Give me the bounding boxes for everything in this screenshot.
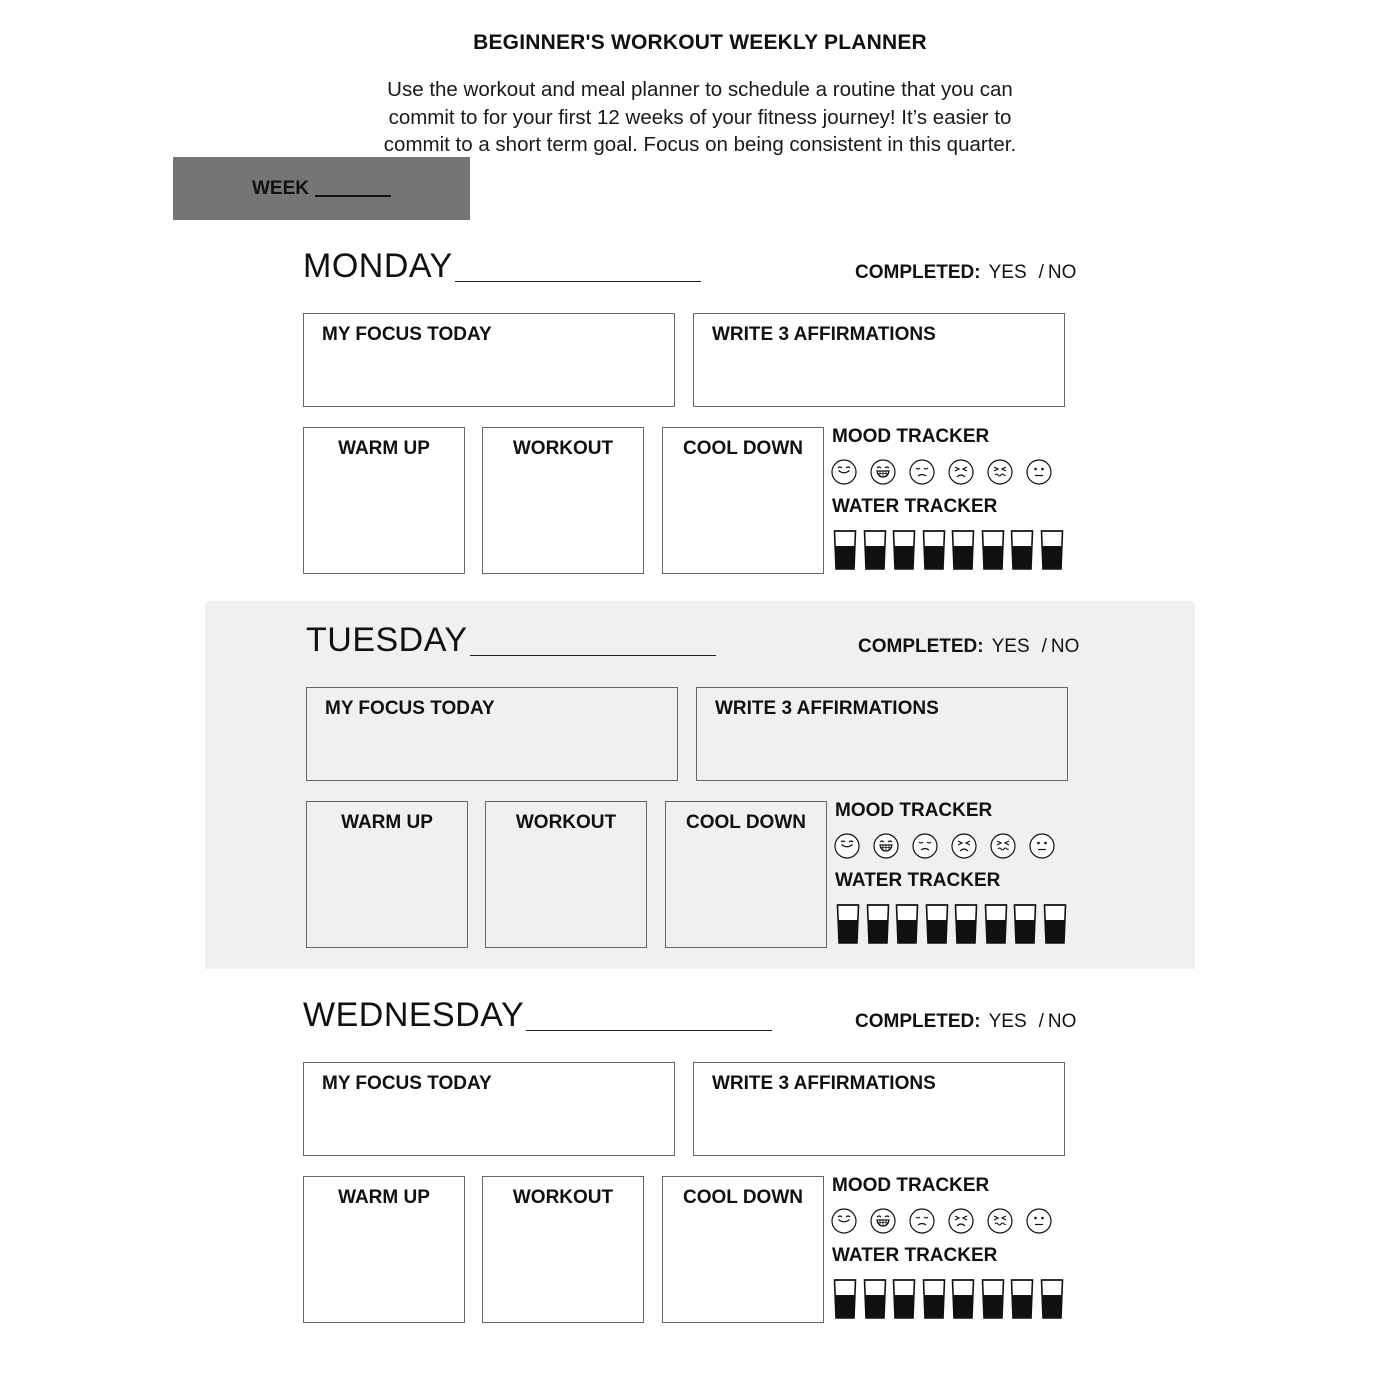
- slash-separator: /: [1041, 636, 1047, 657]
- cool-down-box[interactable]: [665, 801, 827, 948]
- affirmations-label: WRITE 3 AFFIRMATIONS: [712, 324, 936, 345]
- water-glass-icon[interactable]: [892, 1278, 916, 1320]
- warm-up-label: WARM UP: [341, 812, 433, 833]
- slash-separator: /: [1038, 1011, 1044, 1032]
- grinning-face-icon[interactable]: [873, 833, 899, 859]
- water-glass-icon[interactable]: [866, 903, 890, 945]
- frowning-face-icon[interactable]: [948, 1208, 974, 1234]
- smiling-face-icon[interactable]: [834, 833, 860, 859]
- day-heading: [306, 620, 716, 660]
- focus-box[interactable]: [306, 687, 678, 781]
- affirmations-label: WRITE 3 AFFIRMATIONS: [712, 1073, 936, 1094]
- neutral-face-icon[interactable]: [1026, 459, 1052, 485]
- completed-row: [858, 636, 1079, 658]
- cool-down-label: COOL DOWN: [683, 438, 803, 459]
- water-glass-icon[interactable]: [1043, 903, 1067, 945]
- day-heading: [303, 246, 701, 286]
- day-name: MONDAY: [303, 247, 453, 285]
- water-glass-icon[interactable]: [833, 1278, 857, 1320]
- water-glass-icon[interactable]: [863, 529, 887, 571]
- completed-no-option[interactable]: NO: [1047, 262, 1077, 283]
- workout-box[interactable]: [485, 801, 647, 948]
- water-glass-icon[interactable]: [1013, 903, 1037, 945]
- water-glass-icon[interactable]: [951, 529, 975, 571]
- completed-row: [855, 1011, 1076, 1033]
- cool-down-label: COOL DOWN: [683, 1187, 803, 1208]
- week-box: [173, 157, 470, 220]
- cool-down-box[interactable]: [662, 1176, 824, 1323]
- warm-up-box[interactable]: [303, 427, 465, 574]
- mood-tracker-label: MOOD TRACKER: [832, 1175, 990, 1196]
- completed-label: COMPLETED:: [858, 636, 984, 657]
- week-label: WEEK: [252, 177, 309, 199]
- day-heading: [303, 995, 772, 1035]
- date-blank-line[interactable]: [526, 1030, 772, 1031]
- water-glass-icon[interactable]: [951, 1278, 975, 1320]
- relieved-face-icon[interactable]: [909, 1208, 935, 1234]
- squinting-face-icon[interactable]: [987, 459, 1013, 485]
- water-glass-icon[interactable]: [895, 903, 919, 945]
- workout-label: WORKOUT: [512, 438, 614, 459]
- mood-tracker-label: MOOD TRACKER: [835, 800, 993, 821]
- completed-no-option[interactable]: NO: [1050, 636, 1080, 657]
- workout-box[interactable]: [482, 1176, 644, 1323]
- completed-label: COMPLETED:: [855, 262, 981, 283]
- squinting-face-icon[interactable]: [987, 1208, 1013, 1234]
- day-section-monday: [303, 246, 1103, 586]
- water-glass-icon[interactable]: [922, 1278, 946, 1320]
- water-glass-icon[interactable]: [836, 903, 860, 945]
- water-glass-icon[interactable]: [922, 529, 946, 571]
- water-glass-icon[interactable]: [981, 1278, 1005, 1320]
- focus-label: MY FOCUS TODAY: [325, 698, 495, 719]
- day-section-wednesday: [303, 995, 1103, 1335]
- completed-yes-option[interactable]: YES: [988, 1011, 1027, 1032]
- cool-down-box[interactable]: [662, 427, 824, 574]
- water-tracker: [836, 903, 1067, 945]
- relieved-face-icon[interactable]: [912, 833, 938, 859]
- workout-label: WORKOUT: [515, 812, 617, 833]
- smiling-face-icon[interactable]: [831, 1208, 857, 1234]
- water-tracker-label: WATER TRACKER: [832, 496, 998, 517]
- completed-label: COMPLETED:: [855, 1011, 981, 1032]
- mood-tracker: [834, 833, 1055, 859]
- date-blank-line[interactable]: [455, 281, 701, 282]
- water-tracker-label: WATER TRACKER: [832, 1245, 998, 1266]
- water-tracker: [833, 529, 1064, 571]
- mood-tracker-label: MOOD TRACKER: [832, 426, 990, 447]
- week-number-blank[interactable]: [315, 181, 391, 197]
- water-glass-icon[interactable]: [1040, 529, 1064, 571]
- grinning-face-icon[interactable]: [870, 459, 896, 485]
- focus-box[interactable]: [303, 313, 675, 407]
- day-name: TUESDAY: [306, 621, 468, 659]
- neutral-face-icon[interactable]: [1029, 833, 1055, 859]
- smiling-face-icon[interactable]: [831, 459, 857, 485]
- water-glass-icon[interactable]: [984, 903, 1008, 945]
- affirmations-box[interactable]: [693, 313, 1065, 407]
- frowning-face-icon[interactable]: [951, 833, 977, 859]
- relieved-face-icon[interactable]: [909, 459, 935, 485]
- day-section-tuesday: [306, 620, 1106, 960]
- warm-up-box[interactable]: [306, 801, 468, 948]
- completed-yes-option[interactable]: YES: [988, 262, 1027, 283]
- day-name: WEDNESDAY: [303, 996, 525, 1034]
- workout-box[interactable]: [482, 427, 644, 574]
- water-glass-icon[interactable]: [1040, 1278, 1064, 1320]
- page-title: BEGINNER'S WORKOUT WEEKLY PLANNER: [473, 31, 927, 54]
- water-glass-icon[interactable]: [981, 529, 1005, 571]
- affirmations-box[interactable]: [696, 687, 1068, 781]
- squinting-face-icon[interactable]: [990, 833, 1016, 859]
- focus-label: MY FOCUS TODAY: [322, 1073, 492, 1094]
- water-glass-icon[interactable]: [833, 529, 857, 571]
- date-blank-line[interactable]: [470, 655, 716, 656]
- water-tracker: [833, 1278, 1064, 1320]
- water-glass-icon[interactable]: [892, 529, 916, 571]
- affirmations-label: WRITE 3 AFFIRMATIONS: [715, 698, 939, 719]
- mood-tracker: [831, 459, 1052, 485]
- intro-text: Use the workout and meal planner to schedule a routine that you can commit to for your first 12 weeks of your fitness journey! It’s easier to commit to a short term goal. Focus on being consistent in this quarter.: [383, 78, 1017, 156]
- warm-up-box[interactable]: [303, 1176, 465, 1323]
- completed-yes-option[interactable]: YES: [991, 636, 1030, 657]
- frowning-face-icon[interactable]: [948, 459, 974, 485]
- slash-separator: /: [1038, 262, 1044, 283]
- water-glass-icon[interactable]: [954, 903, 978, 945]
- completed-row: [855, 262, 1076, 284]
- completed-no-option[interactable]: NO: [1047, 1011, 1077, 1032]
- workout-label: WORKOUT: [512, 1187, 614, 1208]
- neutral-face-icon[interactable]: [1026, 1208, 1052, 1234]
- water-tracker-label: WATER TRACKER: [835, 870, 1001, 891]
- warm-up-label: WARM UP: [338, 438, 430, 459]
- water-glass-icon[interactable]: [863, 1278, 887, 1320]
- water-glass-icon[interactable]: [1010, 529, 1034, 571]
- affirmations-box[interactable]: [693, 1062, 1065, 1156]
- water-glass-icon[interactable]: [925, 903, 949, 945]
- warm-up-label: WARM UP: [338, 1187, 430, 1208]
- cool-down-label: COOL DOWN: [686, 812, 806, 833]
- focus-box[interactable]: [303, 1062, 675, 1156]
- grinning-face-icon[interactable]: [870, 1208, 896, 1234]
- mood-tracker: [831, 1208, 1052, 1234]
- focus-label: MY FOCUS TODAY: [322, 324, 492, 345]
- water-glass-icon[interactable]: [1010, 1278, 1034, 1320]
